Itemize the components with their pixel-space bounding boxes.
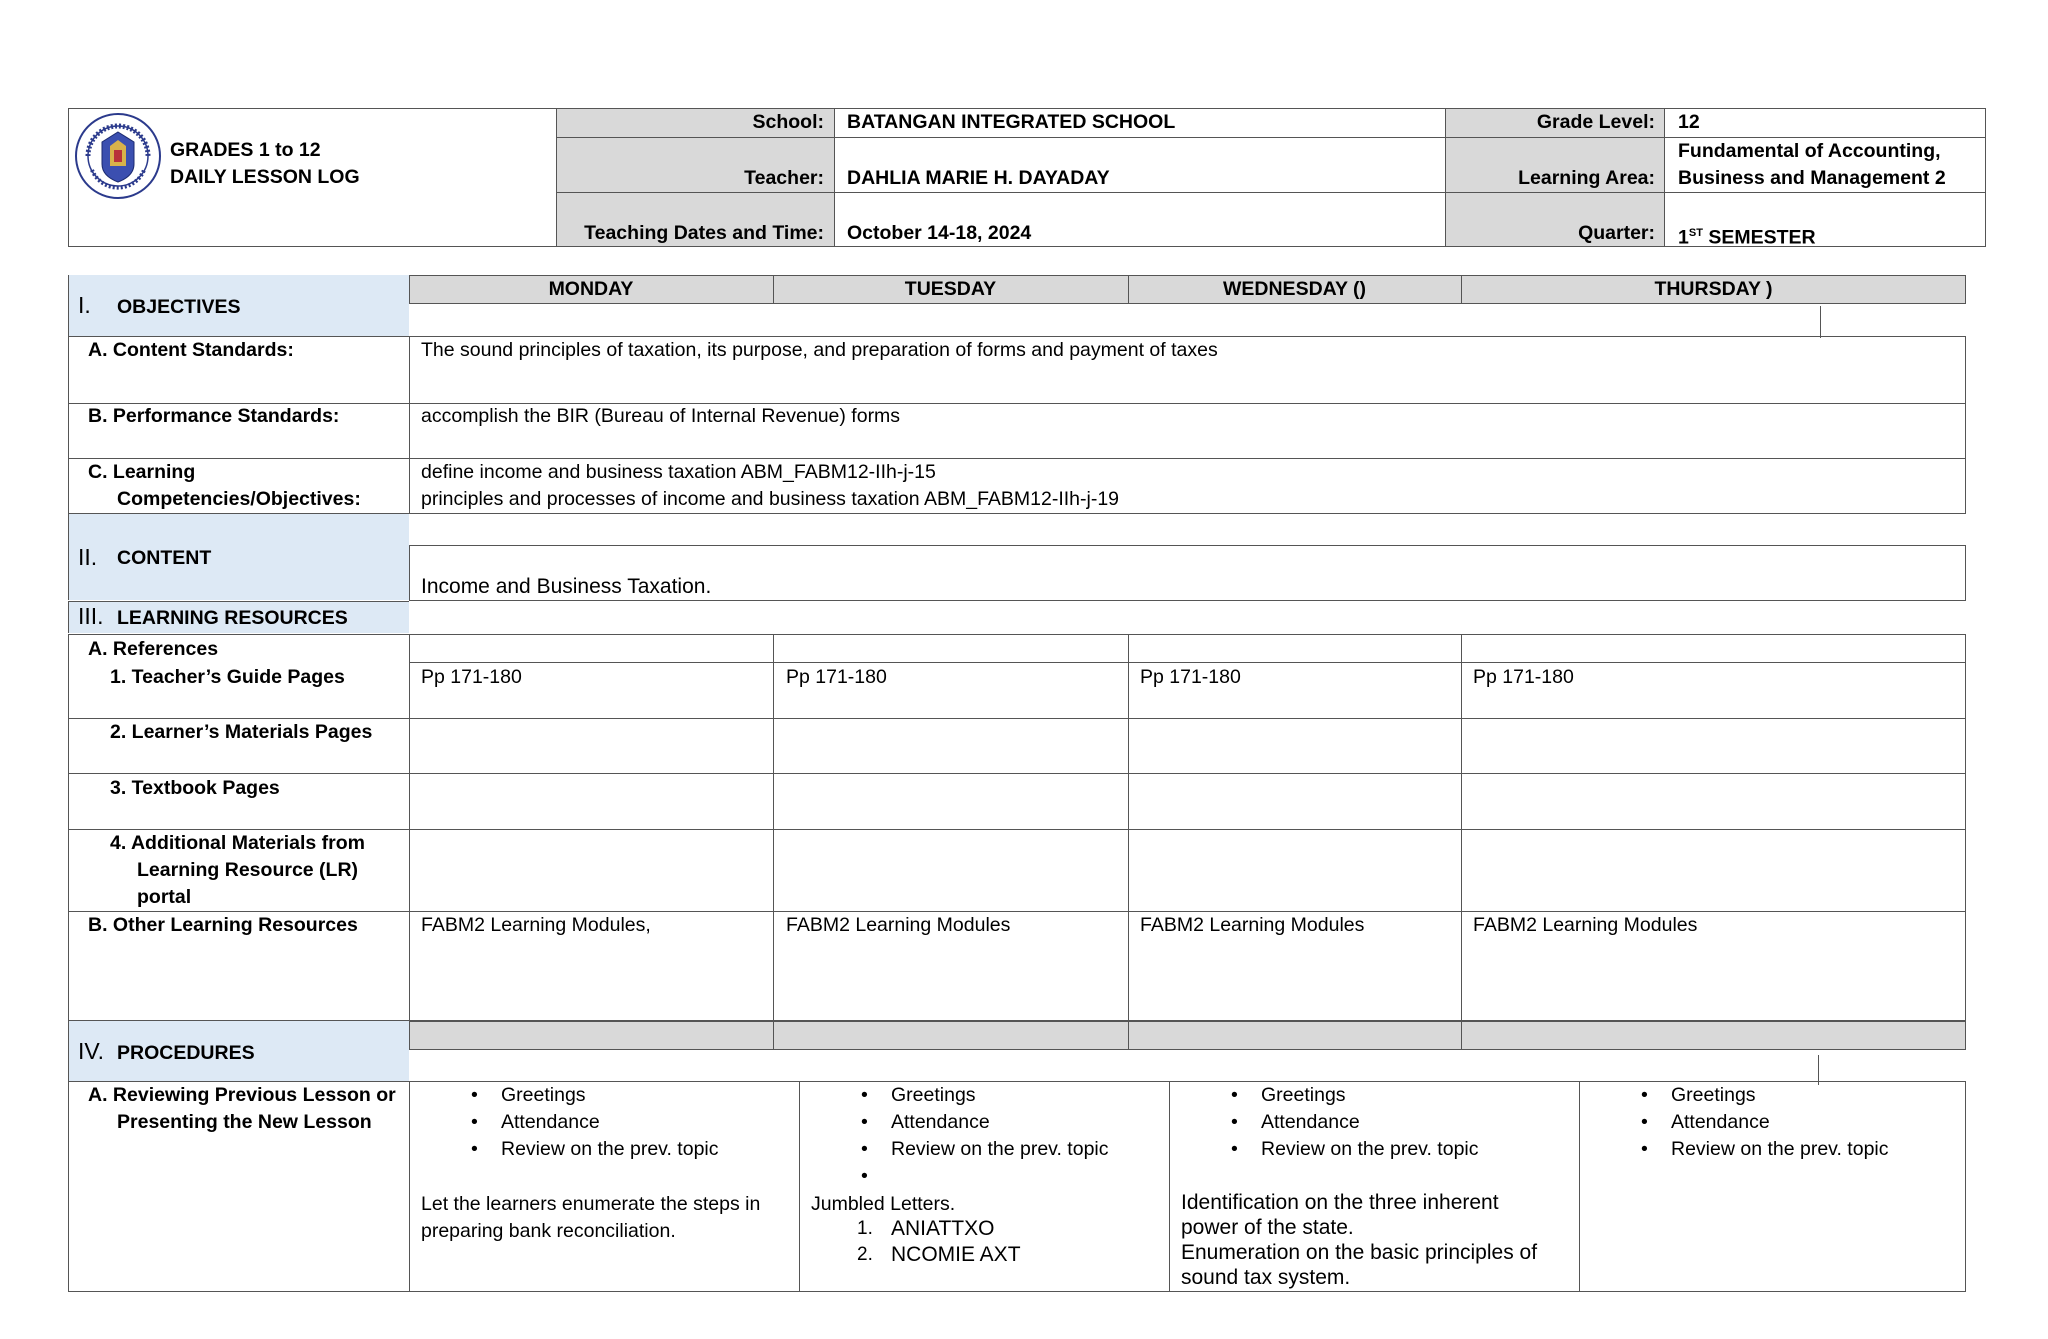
quarter-label: Quarter: bbox=[1578, 222, 1655, 244]
bullet-item: • Greetings bbox=[1591, 1082, 1889, 1109]
references-grid bbox=[68, 634, 1966, 1021]
other-tuesday: FABM2 Learning Modules bbox=[786, 914, 1011, 936]
thursday-bullets bbox=[1591, 1082, 1889, 1163]
dates-value: October 14-18, 2024 bbox=[847, 222, 1032, 244]
tg-thursday: Pp 171-180 bbox=[1473, 666, 1574, 688]
tb-label: 3. Textbook Pages bbox=[110, 777, 280, 799]
tg-monday: Pp 171-180 bbox=[421, 666, 522, 688]
content-standards-label: A. Content Standards: bbox=[88, 339, 294, 361]
day-tuesday: TUESDAY bbox=[904, 278, 997, 300]
tuesday-bullets bbox=[811, 1082, 1109, 1190]
tg-tuesday: Pp 171-180 bbox=[786, 666, 887, 688]
bullet-item-empty bbox=[811, 1163, 1109, 1190]
title-line-2: DAILY LESSON LOG bbox=[170, 166, 360, 188]
other-monday: FABM2 Learning Modules, bbox=[421, 914, 651, 936]
bullet-item: • Attendance bbox=[421, 1109, 719, 1136]
resources-roman: III. bbox=[78, 603, 104, 629]
procedures-label: PROCEDURES bbox=[117, 1042, 255, 1064]
additional-label-1: 4. Additional Materials from bbox=[110, 832, 365, 854]
area-value-line-1: Fundamental of Accounting, bbox=[1678, 140, 1941, 162]
competencies-value-2: principles and processes of income and business taxation ABM_FABM12-IIh-j-19 bbox=[421, 488, 1120, 510]
day-wednesday: WEDNESDAY () bbox=[1222, 278, 1367, 300]
bullet-item: • Review on the prev. topic bbox=[421, 1136, 719, 1163]
tg-label: 1. Teacher’s Guide Pages bbox=[110, 666, 345, 688]
tuesday-jumbled-list bbox=[851, 1216, 1021, 1268]
school-value: BATANGAN INTEGRATED SCHOOL bbox=[847, 111, 1176, 133]
competencies-label-1: C. Learning bbox=[88, 461, 196, 483]
school-label: School: bbox=[752, 111, 824, 133]
lm-label: 2. Learner’s Materials Pages bbox=[110, 721, 373, 743]
content-value: Income and Business Taxation. bbox=[421, 575, 712, 598]
day-thursday: THURSDAY ) bbox=[1654, 278, 1773, 300]
bullet-item: • Greetings bbox=[811, 1082, 1109, 1109]
resources-label: LEARNING RESOURCES bbox=[117, 607, 348, 629]
bullet-item: • Attendance bbox=[811, 1109, 1109, 1136]
content-label: CONTENT bbox=[117, 547, 212, 569]
other-resources-label: B. Other Learning Resources bbox=[88, 914, 358, 936]
other-thursday: FABM2 Learning Modules bbox=[1473, 914, 1698, 936]
tg-wednesday: Pp 171-180 bbox=[1140, 666, 1241, 688]
wednesday-text-2: power of the state. bbox=[1181, 1216, 1354, 1239]
additional-label-2: Learning Resource (LR) bbox=[137, 859, 359, 881]
bullet-item: • Greetings bbox=[1181, 1082, 1479, 1109]
monday-text-2: preparing bank reconciliation. bbox=[421, 1220, 676, 1242]
grade-value: 12 bbox=[1678, 111, 1700, 133]
bullet-item: • Attendance bbox=[1181, 1109, 1479, 1136]
objectives-roman: I. bbox=[78, 292, 91, 318]
additional-label-3: portal bbox=[137, 886, 192, 908]
jumbled-item: 2. NCOMIE AXT bbox=[857, 1243, 1021, 1266]
bullet-item: • Review on the prev. topic bbox=[1181, 1136, 1479, 1163]
bullet-item: • Review on the prev. topic bbox=[1591, 1136, 1889, 1163]
wednesday-text-4: sound tax system. bbox=[1181, 1266, 1351, 1289]
content-roman: II. bbox=[78, 544, 98, 570]
reviewing-label-2: Presenting the New Lesson bbox=[117, 1111, 372, 1133]
area-value-line-2: Business and Management 2 bbox=[1678, 167, 1946, 189]
procedures-gray-row bbox=[409, 1021, 1966, 1050]
content-standards-value: The sound principles of taxation, its purpose, and preparation of forms and payment of taxes bbox=[421, 339, 1218, 361]
objectives-label: OBJECTIVES bbox=[117, 296, 241, 318]
competencies-label-2: Competencies/Objectives: bbox=[117, 488, 361, 510]
reviewing-label-1: A. Reviewing Previous Lesson or bbox=[88, 1084, 396, 1106]
bullet-item: • Review on the prev. topic bbox=[811, 1136, 1109, 1163]
references-label: A. References bbox=[88, 638, 219, 660]
bullet-item: • Attendance bbox=[1591, 1109, 1889, 1136]
day-monday: MONDAY bbox=[548, 278, 634, 300]
teacher-label: Teacher: bbox=[744, 167, 824, 189]
dates-label: Teaching Dates and Time: bbox=[584, 222, 824, 244]
area-label: Learning Area: bbox=[1518, 167, 1655, 189]
title-line-1: GRADES 1 to 12 bbox=[170, 139, 321, 161]
jumbled-item: 1. ANIATTXO bbox=[857, 1217, 995, 1240]
bullet-item: • Greetings bbox=[421, 1082, 719, 1109]
performance-standards-value: accomplish the BIR (Bureau of Internal Revenue) forms bbox=[421, 405, 901, 427]
competencies-value-1: define income and business taxation ABM_FABM12-IIh-j-15 bbox=[421, 461, 936, 483]
deped-seal-logo bbox=[74, 112, 162, 200]
procedures-roman: IV. bbox=[78, 1038, 105, 1064]
grade-label: Grade Level: bbox=[1536, 111, 1655, 133]
tuesday-text: Jumbled Letters. bbox=[811, 1193, 956, 1215]
monday-text-1: Let the learners enumerate the steps in bbox=[421, 1193, 761, 1215]
wednesday-text-3: Enumeration on the basic principles of bbox=[1181, 1241, 1538, 1264]
wednesday-text-1: Identification on the three inherent bbox=[1181, 1191, 1499, 1214]
other-wednesday: FABM2 Learning Modules bbox=[1140, 914, 1365, 936]
performance-standards-label: B. Performance Standards: bbox=[88, 405, 340, 427]
teacher-value: DAHLIA MARIE H. DAYADAY bbox=[847, 167, 1110, 189]
wednesday-bullets bbox=[1181, 1082, 1479, 1163]
monday-bullets bbox=[421, 1082, 719, 1163]
quarter-value: 1ST SEMESTER bbox=[1678, 226, 1816, 249]
